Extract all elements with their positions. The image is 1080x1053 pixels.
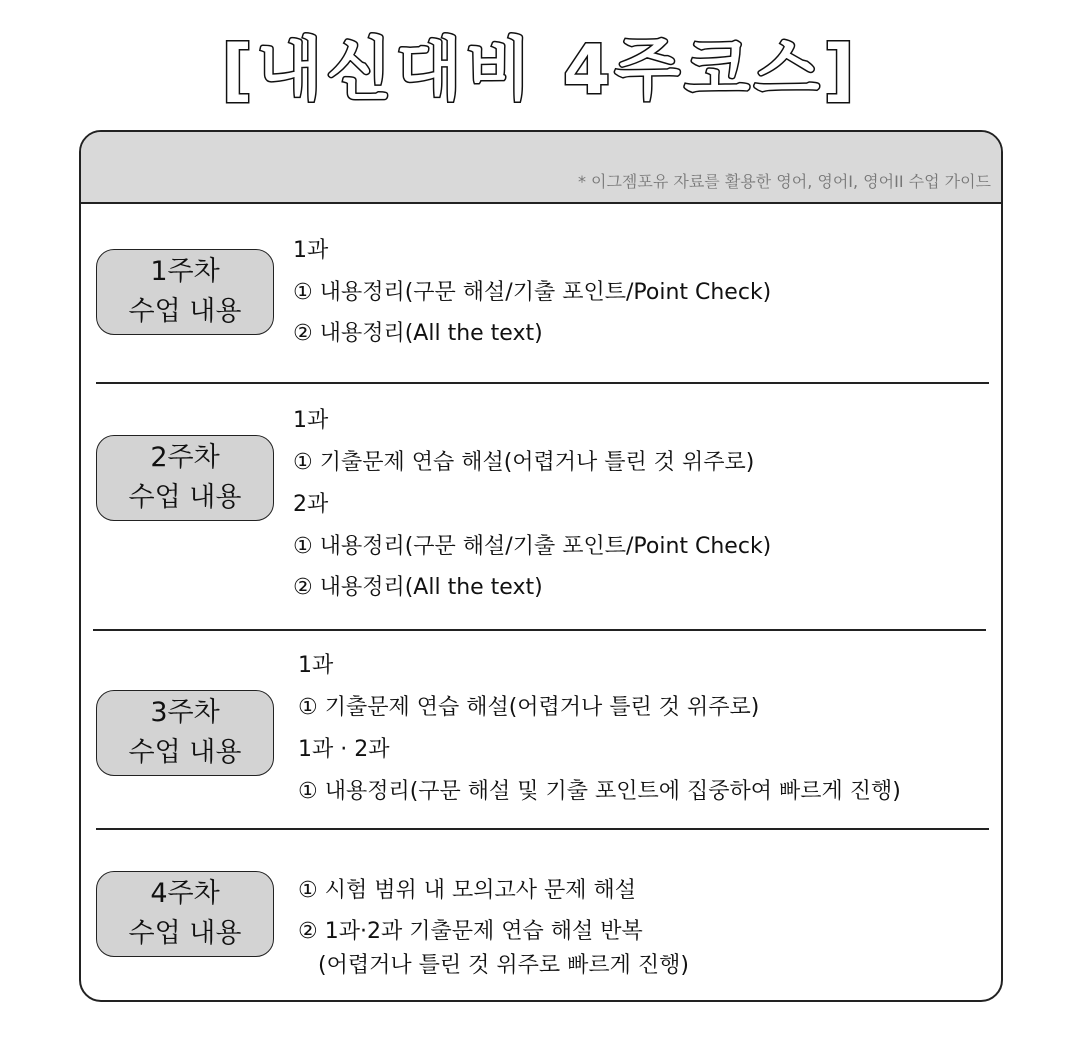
week-3-line-2: ① 기출문제 연습 해설(어렵거나 틀린 것 위주로)	[298, 695, 760, 720]
week-divider	[93, 629, 986, 631]
week-4-badge	[96, 871, 274, 957]
week-3-line-3: 1과 · 2과	[298, 737, 390, 762]
week-3-badge	[96, 690, 274, 776]
title-banner	[0, 28, 1080, 114]
week-1-line-3: ② 내용정리(All the text)	[293, 321, 543, 346]
week-1-line-1: 1과	[293, 238, 329, 263]
week-4-line-2: ② 1과·2과 기출문제 연습 해설 반복	[298, 919, 643, 944]
week-1-sublabel: 수업 내용	[128, 296, 242, 327]
week-1-badge	[96, 249, 274, 335]
page-title: [내신대비 4주코스]	[221, 31, 859, 110]
week-1-line-2: ① 내용정리(구문 해설/기출 포인트/Point Check)	[293, 280, 772, 305]
week-3-line-4: ① 내용정리(구문 해설 및 기출 포인트에 집중하여 빠르게 진행)	[298, 779, 901, 804]
week-2-line-1: 1과	[293, 408, 329, 433]
week-1-label: 1주차	[150, 256, 220, 287]
week-2-line-3: 2과	[293, 492, 329, 517]
source-note: * 이그젬포유 자료를 활용한 영어, 영어I, 영어II 수업 가이드	[577, 172, 991, 191]
week-3-line-1: 1과	[298, 653, 334, 678]
week-divider	[96, 382, 989, 384]
week-4-line-1: ① 시험 범위 내 모의고사 문제 해설	[298, 878, 636, 903]
week-2-line-5: ② 내용정리(All the text)	[293, 575, 543, 600]
week-4-sublabel: 수업 내용	[128, 918, 242, 949]
week-2-badge	[96, 435, 274, 521]
week-4-line-3: (어렵거나 틀린 것 위주로 빠르게 진행)	[318, 953, 689, 978]
week-divider	[96, 828, 989, 830]
week-2-sublabel: 수업 내용	[128, 482, 242, 513]
week-2-line-4: ① 내용정리(구문 해설/기출 포인트/Point Check)	[293, 534, 772, 559]
week-3-label: 3주차	[150, 697, 220, 728]
week-4-label: 4주차	[150, 878, 220, 909]
week-3-sublabel: 수업 내용	[128, 737, 242, 768]
week-2-label: 2주차	[150, 442, 220, 473]
card-header	[81, 132, 1001, 204]
week-2-line-2: ① 기출문제 연습 해설(어렵거나 틀린 것 위주로)	[293, 450, 755, 475]
